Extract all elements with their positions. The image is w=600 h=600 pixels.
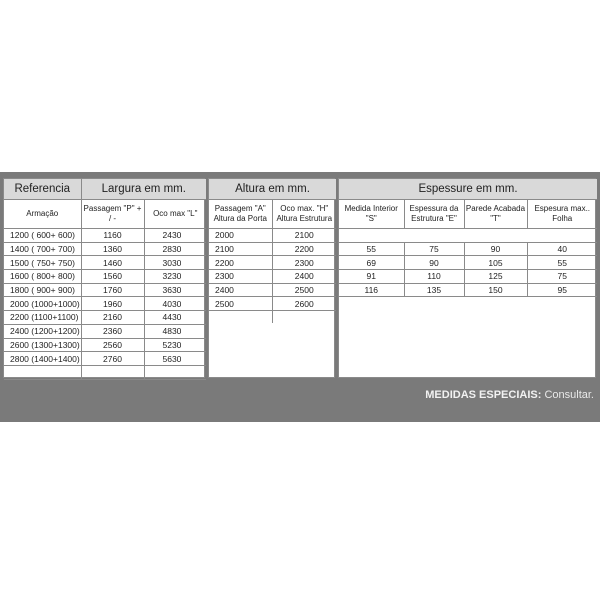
espessura-e-cell: 90 [404, 256, 464, 270]
table-row [4, 338, 206, 352]
altura-header: Altura em mm. [209, 179, 336, 200]
passagem-p-cell: 2760 [81, 352, 144, 366]
armacao-cell: 1600 ( 800+ 800) [4, 270, 81, 284]
table-row [4, 242, 206, 256]
oco-l-cell: 3630 [144, 283, 206, 297]
table-row [339, 256, 597, 270]
medida-s-cell: 116 [339, 283, 404, 297]
parede-t-cell: 150 [464, 283, 527, 297]
oco-l-subheader: Oco max "L" [144, 200, 206, 229]
footnote-bold: MEDIDAS ESPECIAIS: [425, 389, 542, 401]
oco-l-cell: 3030 [144, 256, 206, 270]
espessura-header: Espessure em mm. [339, 179, 597, 200]
table-row [339, 270, 597, 284]
passagem-p-cell: 1160 [81, 229, 144, 243]
espessura-e-subheader: Espessura da Estrutura "E" [404, 200, 464, 229]
medida-s-subheader: Medida Interior "S" [339, 200, 404, 229]
passagem-p-cell: 1760 [81, 283, 144, 297]
table-row [4, 270, 206, 284]
passagem-p-cell: 2560 [81, 338, 144, 352]
table-row [4, 297, 206, 311]
armacao-cell: 2800 (1400+1400) [4, 352, 81, 366]
armacao-cell: 1400 ( 700+ 700) [4, 242, 81, 256]
passagem-a-cell: 2500 [209, 297, 272, 311]
armacao-cell: 1800 ( 900+ 900) [4, 283, 81, 297]
passagem-a-cell: 2300 [209, 270, 272, 284]
passagem-a-subheader: Passagem "A" Altura da Porta [209, 200, 272, 229]
passagem-p-cell: 1360 [81, 242, 144, 256]
table-row [339, 283, 597, 297]
table-row [4, 311, 206, 325]
table-row [209, 283, 336, 297]
passagem-p-cell: 1460 [81, 256, 144, 270]
oco-l-cell: 4830 [144, 324, 206, 338]
medida-s-cell: 55 [339, 242, 404, 256]
oco-l-cell: 2830 [144, 242, 206, 256]
oco-h-cell: 2300 [272, 256, 336, 270]
folha-cell: 55 [527, 256, 597, 270]
passagem-p-subheader: Passagem "P" + / - [81, 200, 144, 229]
armacao-cell: 1500 ( 750+ 750) [4, 256, 81, 270]
oco-l-cell: 3230 [144, 270, 206, 284]
oco-h-cell: 2400 [272, 270, 336, 284]
armacao-cell: 2000 (1000+1000) [4, 297, 81, 311]
oco-l-cell: 2430 [144, 229, 206, 243]
table-row [209, 242, 336, 256]
table-row [209, 270, 336, 284]
footnote-text: Consultar. [541, 389, 594, 401]
armacao-cell: 1200 ( 600+ 600) [4, 229, 81, 243]
oco-l-cell: 5230 [144, 338, 206, 352]
passagem-a-cell: 2000 [209, 229, 272, 243]
table-row [4, 324, 206, 338]
espessura-panel [338, 178, 596, 378]
oco-l-cell: 5630 [144, 352, 206, 366]
espessura-e-cell: 135 [404, 283, 464, 297]
largura-panel [3, 178, 205, 378]
passagem-p-cell: 2160 [81, 311, 144, 325]
passagem-p-cell: 2360 [81, 324, 144, 338]
oco-h-cell: 2100 [272, 229, 336, 243]
oco-l-cell: 4030 [144, 297, 206, 311]
table-row [4, 229, 206, 243]
footnote [425, 389, 594, 401]
passagem-a-cell: 2200 [209, 256, 272, 270]
parede-t-cell: 125 [464, 270, 527, 284]
folha-subheader: Espesura max.. Folha [527, 200, 597, 229]
parede-t-cell: 105 [464, 256, 527, 270]
altura-table [209, 179, 336, 323]
medida-s-cell: 69 [339, 256, 404, 270]
oco-l-cell: 4430 [144, 311, 206, 325]
oco-h-cell: 2500 [272, 283, 336, 297]
largura-header: Largura em mm. [81, 179, 206, 200]
armacao-cell: 2400 (1200+1200) [4, 324, 81, 338]
table-row [209, 297, 336, 311]
folha-cell: 40 [527, 242, 597, 256]
largura-table [4, 179, 206, 380]
armacao-cell: 2600 (1300+1300) [4, 338, 81, 352]
espessura-table [339, 179, 597, 297]
table-row [209, 256, 336, 270]
passagem-p-cell: 1560 [81, 270, 144, 284]
table-row [209, 229, 336, 243]
referencia-header: Referencia [4, 179, 81, 200]
passagem-a-cell: 2100 [209, 242, 272, 256]
folha-cell: 95 [527, 283, 597, 297]
armacao-subheader: Armação [4, 200, 81, 229]
altura-panel [208, 178, 335, 378]
passagem-p-cell: 1960 [81, 297, 144, 311]
table-row [4, 352, 206, 366]
table-row [339, 242, 597, 256]
folha-cell: 75 [527, 270, 597, 284]
oco-h-cell: 2200 [272, 242, 336, 256]
armacao-cell: 2200 (1100+1100) [4, 311, 81, 325]
oco-h-subheader: Oco max. "H" Altura Estrutura [272, 200, 336, 229]
medida-s-cell: 91 [339, 270, 404, 284]
espessura-e-cell: 75 [404, 242, 464, 256]
parede-t-cell: 90 [464, 242, 527, 256]
parede-t-subheader: Parede Acabada "T" [464, 200, 527, 229]
table-row [4, 256, 206, 270]
passagem-a-cell: 2400 [209, 283, 272, 297]
espessura-e-cell: 110 [404, 270, 464, 284]
oco-h-cell: 2600 [272, 297, 336, 311]
table-row [4, 283, 206, 297]
